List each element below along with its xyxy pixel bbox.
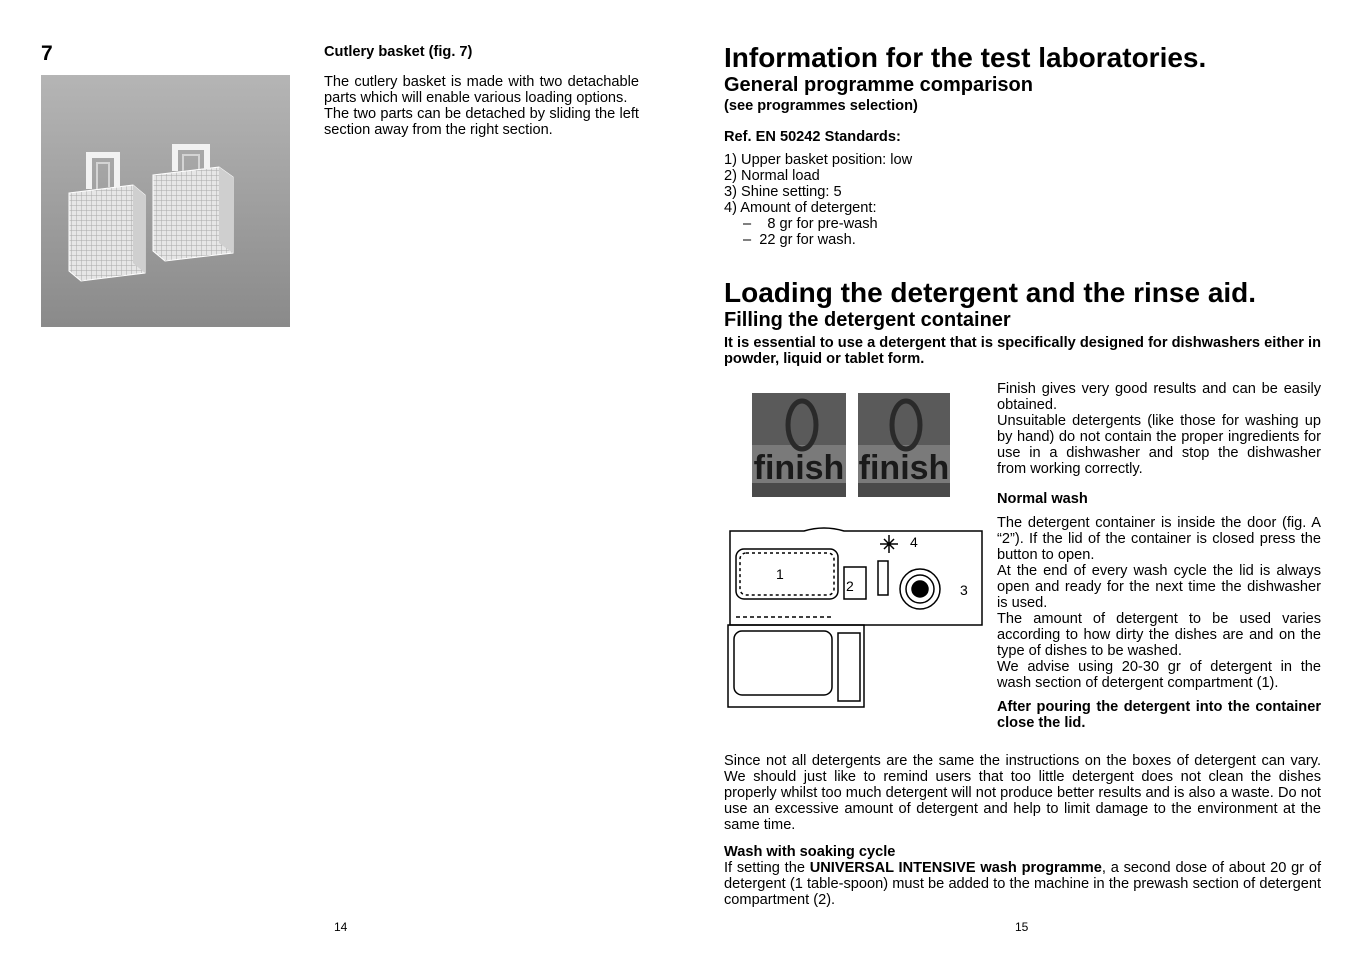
info-title: Information for the test laboratories. [724,42,1207,73]
cutlery-basket-title: Cutlery basket (fig. 7) [324,44,473,60]
normal-wash-para4: We advise using 20-30 gr of detergent in the wash section of detergent compartment (1). [997,659,1321,691]
normal-wash-title: Normal wash [997,491,1088,507]
soaking-programme: UNIVERSAL INTENSIVE wash programme [809,860,1102,876]
normal-wash-para1: The detergent container is inside the door (fig. A “2”). If the lid of the container is closed press the button to open. [997,515,1321,563]
cutlery-basket-para1: The cutlery basket is made with two detachable parts which will enable various loading options. [324,74,639,106]
finish-para2: Unsuitable detergents (like those for washing up by hand) do not contain the proper ingredients for use in a dishwasher and stop the dishwasher from working correctly. [997,413,1321,477]
standards-item: 4) Amount of detergent: [724,200,877,216]
info-see-note: (see programmes selection) [724,98,918,114]
ref-standards-title: Ref. EN 50242 Standards: [724,129,901,145]
standards-subitem: – 8 gr for pre-wash [743,216,878,232]
normal-wash-para2: At the end of every wash cycle the lid is always open and ready for the next time the dishwasher is used. [997,563,1321,611]
diagram-label-2: 2 [846,578,854,594]
cutlery-basket-para2: The two parts can be detached by sliding the left section away from the right section. [324,106,639,138]
soaking-post: , a second dose of about 20 gr of detergent (1 table-spoon) must be added to the machine in the prewash section of detergent compartment (2). [724,860,1321,908]
diagram-label-4: 4 [910,534,918,550]
page-number-left: 14 [334,920,348,934]
box-brand-left: finish [753,449,845,487]
standards-item: 1) Upper basket position: low [724,152,913,168]
detergent-dispenser-diagram [724,521,986,711]
loading-subtitle: Filling the detergent container [724,309,1011,331]
standards-item: 3) Shine setting: 5 [724,184,842,200]
diagram-label-1: 1 [776,566,784,582]
page-number-right: 15 [1015,920,1029,934]
diagram-label-3: 3 [960,582,968,598]
standards-item: 2) Normal load [724,168,820,184]
box-brand-right: finish [858,449,950,487]
loading-title: Loading the detergent and the rinse aid. [724,277,1257,308]
standards-list [724,152,1321,248]
detergent-general-para: Since not all detergents are the same the instructions on the boxes of detergent can vary. We should just like to remind users that too little detergent does not clean the dishes properly whilst too much detergent will not produce better results and is also a waste. Do not use an excessive amount of detergent and help to limit damage to the environment at the same time. [724,753,1321,833]
figure-number: 7 [41,42,53,65]
standards-subitem: – 22 gr for wash. [743,232,856,248]
soaking-title: Wash with soaking cycle [724,844,896,860]
normal-wash-para3: The amount of detergent to be used varies according to how dirty the dishes are and on the type of dishes to be washed. [997,611,1321,659]
detergent-intro: It is essential to use a detergent that is specifically designed for dishwashers either in powder, liquid or tablet form. [724,335,1321,367]
info-subtitle: General programme comparison [724,74,1033,96]
soaking-pre: If setting the [724,860,810,876]
finish-detergent-photo [750,389,952,501]
cutlery-basket-photo [41,75,290,327]
soaking-para [724,860,1321,908]
normal-wash-close-lid: After pouring the detergent into the container close the lid. [997,699,1321,731]
finish-para1: Finish gives very good results and can be easily obtained. [997,381,1321,413]
